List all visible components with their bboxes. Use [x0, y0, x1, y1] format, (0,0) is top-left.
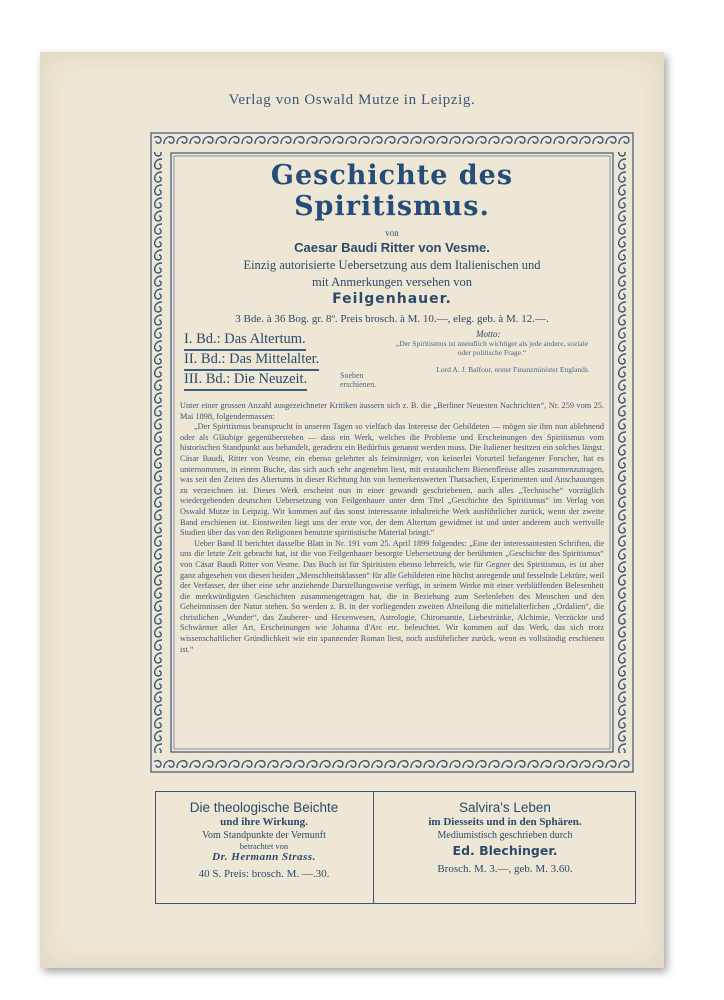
ad-left-subtitle: und ihre Wirkung.: [220, 816, 308, 828]
ad-right-price: Brosch. M. 3.—, geb. M. 3.60.: [437, 863, 573, 875]
ad-right-subtitle: im Diesseits und in den Sphären.: [428, 816, 582, 828]
volume-1: I. Bd.: Das Altertum.: [184, 331, 306, 351]
bottom-ads: [155, 791, 636, 904]
review-paragraph: Ueber Band II berichtet dasselbe Blatt in Nr. 191 vom 25. April 1899 folgendes: „Eine der interessantesten Schriften, die uns die letzte Zeit gebracht hat, ist die von Feilgenhauer besorgte Uebersetzung der berühmten „Geschichte des Spiritismus“ von Cäsar Baudi Ritter von Vesme. Das Buch ist für Spiritisten ebenso lehrreich, wie für Gegner des Spiritismus, es ist aber ganz abgesehen von diesen beiden „Menschheitsklassen“ für alle Gebildeten eine höchst anregende und fesselnde Lektüre, weil der Verfasser, der über eine sehr anziehende Darstellungsweise verfügt, in seinem Werke mit einer verblüffenden Belesenheit die merkwürdigsten Geschichten zusammengetragen hat, die in Beziehung zum Seelenleben des Menschen und den Geheimnissen der Natur stehen. So werden z. B. in der vorliegenden zweiten Abteilung die mittelalterlichen „Ordalien“, die christlichen „Wunder“, das Zauberer- und Hexenwesen, Astrologie, Chiromantie, Liebestränke, Alchimie, Verzückte und Schwärmer aller Art, Erscheinungen wie Johanna d'Arc etc. beleuchtet. Wir kommen auf das Werk, das sich trotz wissenschaftlicher Gründlichkeit wie ein spannender Roman liest, noch ausführlicher zurück, wenn es vollständig erschienen ist.“: [180, 538, 604, 654]
translation-line-1: Einzig autorisierte Uebersetzung aus dem Italienischen und: [243, 258, 541, 272]
motto-heading: Motto:: [476, 329, 501, 339]
book-editor: Feilgenhauer.: [332, 291, 452, 307]
ornamental-frame: [150, 132, 634, 773]
ad-left: [156, 792, 372, 903]
motto-author: Lord A. J. Balfour, erster Finanzminister Englands.: [436, 365, 590, 374]
review-text: [180, 401, 604, 655]
volume-2: II. Bd.: Das Mittelalter.: [184, 351, 319, 371]
ad-right-line-1: Mediumistisch geschrieben durch: [437, 830, 573, 841]
ad-left-title: Die theologische Beichte: [189, 800, 339, 815]
ad-right-author: Ed. Blechinger.: [452, 843, 558, 858]
volume-3: III. Bd.: Die Neuzeit.: [184, 371, 307, 391]
ad-left-author: Dr. Hermann Strass.: [212, 851, 316, 863]
volume-list: [180, 329, 604, 391]
motto-text: „Der Spiritismus ist unendlich wichtiger als jede andere, soziale oder politische Frage.“: [395, 339, 589, 357]
book-author: Caesar Baudi Ritter von Vesme.: [294, 240, 490, 255]
ad-left-line-1: Vom Standpunkte der Vernunft: [202, 830, 326, 841]
ad-right: [376, 792, 634, 903]
ad-left-line-2: betrachtet von: [239, 841, 289, 851]
ad-divider: [373, 792, 374, 903]
book-advertisement: [180, 156, 604, 655]
translation-line-2: mit Anmerkungen versehen von: [311, 275, 473, 289]
von-label: von: [385, 228, 399, 238]
publisher-line: Verlag von Oswald Mutze in Leipzig.: [228, 92, 476, 108]
book-title: Geschichte des Spiritismus.: [270, 160, 514, 222]
paper-sheet: [40, 52, 664, 968]
review-paragraph: Unter einer grossen Anzahl ausgezeichneter Kritiken äussern sich z. B. die „Berliner Neuesten Nachrichten“, Nr. 259 vom 25. Mai 1898, folgendermassen:: [180, 401, 604, 421]
volume-3-note: Soeben erschienen.: [340, 371, 377, 389]
book-price: 3 Bde. à 36 Bog. gr. 8º. Preis brosch. à M. 10.—, eleg. geb. à M. 12.—.: [235, 313, 549, 325]
ad-right-title: Salvira's Leben: [459, 800, 551, 815]
review-paragraph: „Der Spiritismus beansprucht in unseren Tagen so vielfach das Interesse der Gebildeten — mögen sie ihm nun ablehnend oder als Gläubige gegenüberstehen — dass ein Werk, welches die Probleme und Erscheinungen des Spiritismus vom historischen Standpunkt aus behandelt, geradezu ein Bedürfnis genannt werden muss. Die Italiener besitzen ein solches längst. Cäsar Baudi, Ritter von Vesme, ein ebenso gelehrter als feinsinniger, von keinerlei Vorurteil befangener Forscher, hat es unternommen, in einem Buche, das sich auch sehr angenehm liest, mit erstaunlichem Bienenfleisse alles zusammenzutragen, was seit den Zeiten des Altertums in dieser Richtung hin von bemerkenswerten Thatsachen, Experimenten und Anschauungen zu verzeichnen ist. Dieses Werk erscheint nun in einer gewandt geschriebenen, auch alles „Technische“ vorzüglich wiedergebenden deutschen Uebersetzung von Feilgenhauer unter dem Titel „Geschichte des Spiritismus“ im Verlag von Oswald Mutze in Leipzig. Wir kommen auf das sonst interessante inhaltreiche Werk ausführlicher zurück, wenn der zweite Band erschienen ist. Einstweilen liegt uns der erste vor, der dem Altertum gewidmet ist und unter anderem auch wertvolle Studien über das von den Religionen benutzte spiritistische Material bringt.“: [180, 422, 604, 538]
ad-left-price: 40 S. Preis: brosch. M. —.30.: [198, 868, 330, 880]
